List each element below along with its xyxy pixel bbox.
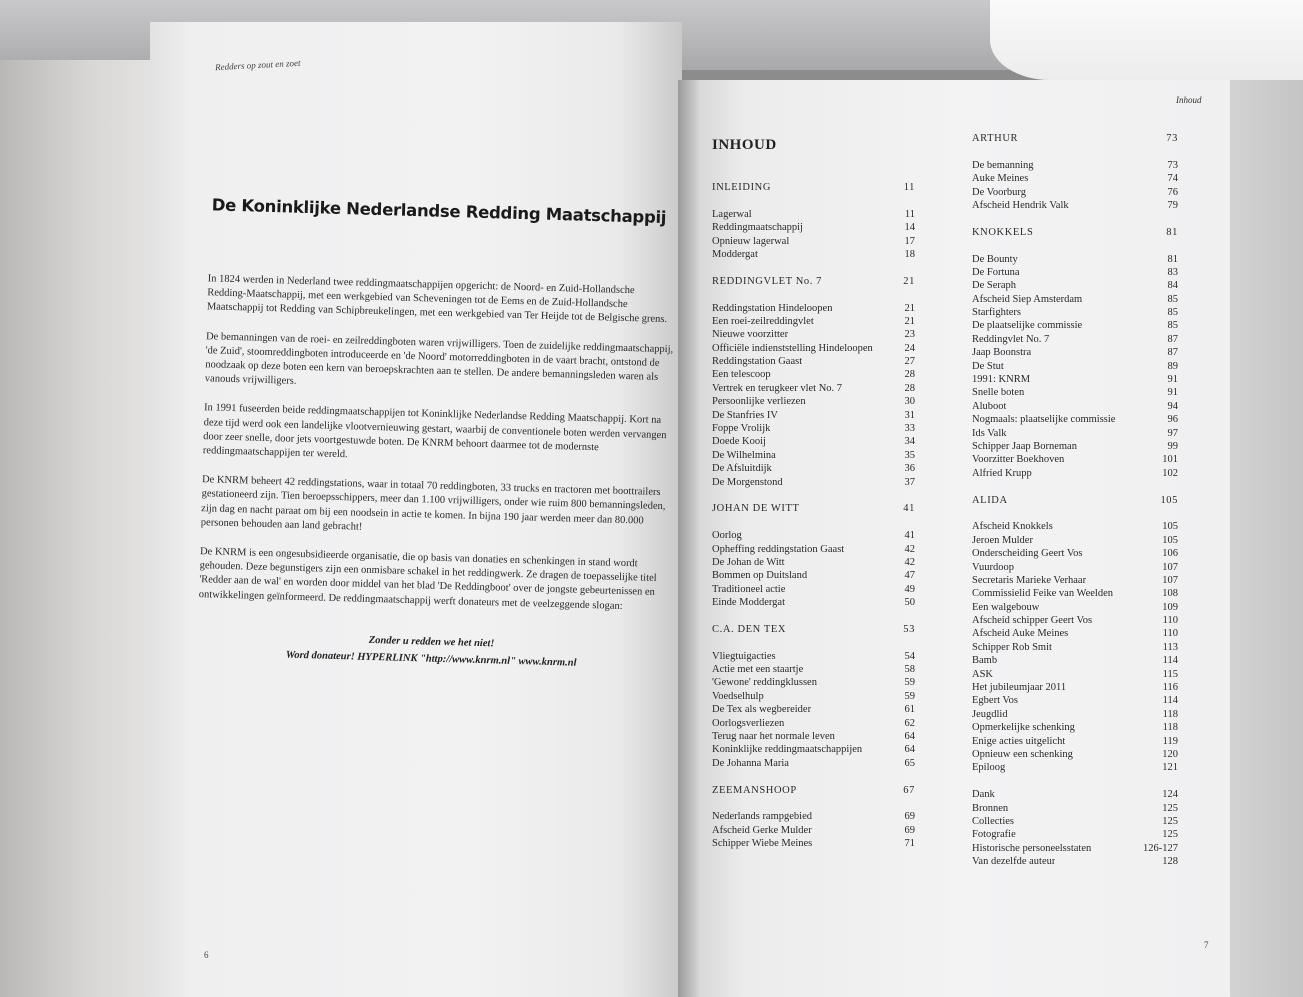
paragraph: In 1991 fuseerden beide reddingmaatschappijen tot Koninklijke Nederlandse Redding Maatschappij. Kort na deze tijd werd ook een landelijke vlootvernieuwing gestart, waarbij de conventionele boten werden vervangen door zeer snelle, door jets voortgestuwde boten. De KNRM behoort daarmee tot de modernste reddingmaatschappijen ter wereld. bbox=[202, 402, 667, 461]
toc-entry-title: De Fortuna bbox=[972, 266, 1020, 278]
toc-entry bbox=[712, 650, 915, 663]
toc-entry bbox=[972, 199, 1178, 212]
toc-section-title: KNOKKELS bbox=[972, 226, 1034, 238]
toc-entry-title: Commissielid Feike van Weelden bbox=[972, 588, 1113, 600]
toc-entry-title: De Stanfries IV bbox=[712, 409, 778, 421]
toc-entry-page: 41 bbox=[904, 530, 915, 542]
page-number-left: 6 bbox=[204, 950, 209, 960]
toc-entry-page: 102 bbox=[1162, 467, 1178, 479]
toc-entry bbox=[972, 360, 1178, 373]
toc-entry bbox=[972, 561, 1178, 574]
slogan: Zonder u redden we het niet! bbox=[368, 634, 495, 650]
toc-entry-title: Doede Kooij bbox=[712, 436, 766, 448]
toc-entry bbox=[972, 534, 1178, 547]
toc-entry bbox=[712, 422, 915, 435]
toc-entry-page: 87 bbox=[1167, 347, 1178, 359]
toc-entry bbox=[972, 788, 1178, 801]
toc-entry bbox=[712, 328, 915, 341]
toc-entry-page: 91 bbox=[1167, 387, 1178, 399]
toc-entry-title: De Seraph bbox=[972, 280, 1017, 292]
toc-entry-page: 94 bbox=[1167, 400, 1178, 412]
toc-entry-title: Collecties bbox=[972, 815, 1014, 827]
toc-entry bbox=[972, 467, 1178, 480]
toc-group bbox=[972, 494, 1178, 775]
toc-entry bbox=[972, 400, 1178, 413]
toc-entry-title: Schipper Jaap Borneman bbox=[972, 440, 1077, 452]
toc-entry-title: Onderscheiding Geert Vos bbox=[972, 548, 1083, 560]
toc-section-page: 105 bbox=[1160, 494, 1178, 506]
toc-entry-page: 121 bbox=[1162, 762, 1178, 774]
toc-entry bbox=[712, 235, 915, 248]
toc-entry-title: Vuurdoop bbox=[972, 561, 1014, 573]
toc-entry-page: 118 bbox=[1162, 708, 1178, 720]
toc-entry-title: De plaatselijke commissie bbox=[972, 320, 1083, 332]
toc-entry-title: Afscheid Auke Meines bbox=[972, 628, 1069, 640]
toc-group bbox=[712, 502, 915, 609]
toc-entry-title: Koninklijke reddingmaatschappijen bbox=[712, 744, 863, 756]
toc-group bbox=[972, 788, 1178, 868]
toc-entry bbox=[972, 708, 1178, 721]
toc-entry-page: 24 bbox=[904, 342, 915, 354]
toc-entry-page: 114 bbox=[1162, 695, 1178, 707]
toc-entry-title: De Bounty bbox=[972, 253, 1018, 265]
toc-entry-title: Afscheid Hendrik Valk bbox=[972, 199, 1069, 211]
toc-entry-title: Dank bbox=[972, 789, 995, 801]
toc-entry-title: Aluboot bbox=[972, 400, 1007, 412]
toc-entry-title: De Afsluitdijk bbox=[712, 463, 772, 475]
toc-entry bbox=[972, 306, 1178, 319]
toc-entry-title: Jeugdlid bbox=[972, 708, 1008, 720]
towel-background bbox=[990, 0, 1303, 80]
toc-entry bbox=[972, 654, 1178, 667]
toc-entry-page: 69 bbox=[904, 811, 915, 823]
toc-entry bbox=[972, 802, 1178, 815]
toc-entry bbox=[712, 248, 915, 261]
toc-entry-page: 21 bbox=[904, 315, 915, 327]
toc-entry-title: Afscheid Gerke Mulder bbox=[712, 824, 812, 836]
running-head-left: Redders op zout en zoet bbox=[214, 57, 301, 73]
toc-entry-page: 120 bbox=[1162, 748, 1178, 760]
toc-entry-page: 73 bbox=[1167, 159, 1178, 171]
toc-entry-title: 1991: KNRM bbox=[972, 374, 1031, 386]
toc-section-title: ZEEMANSHOOP bbox=[712, 784, 797, 796]
toc-entry-title: Traditioneel actie bbox=[712, 583, 786, 595]
toc-entry-title: Nogmaals: plaatselijke commissie bbox=[972, 414, 1116, 426]
toc-group bbox=[712, 623, 915, 770]
toc-entry bbox=[712, 583, 915, 596]
toc-entry bbox=[712, 717, 915, 730]
toc-entry bbox=[712, 824, 915, 837]
toc-entry-page: 59 bbox=[904, 677, 915, 689]
toc-entry-page: 79 bbox=[1167, 199, 1178, 211]
toc-entry-title: Historische personeelsstaten bbox=[972, 842, 1092, 854]
toc-entry-page: 42 bbox=[904, 543, 915, 555]
toc-entry-title: De Wilhelmina bbox=[712, 449, 776, 461]
toc-entry-page: 37 bbox=[904, 476, 915, 488]
toc-entry-title: De Johanna Maria bbox=[712, 757, 789, 769]
toc-entry bbox=[972, 427, 1178, 440]
toc-entry-page: 18 bbox=[904, 248, 915, 260]
toc-column-left bbox=[712, 181, 915, 864]
toc-group bbox=[712, 784, 915, 851]
toc-entry-title: Oorlogsverliezen bbox=[712, 717, 785, 729]
toc-entry-page: 33 bbox=[904, 423, 915, 435]
toc-entry bbox=[712, 529, 915, 542]
toc-entry-title: Voorzitter Boekhoven bbox=[972, 454, 1065, 466]
toc-entry-page: 11 bbox=[904, 208, 915, 220]
toc-entry-title: Opnieuw lagerwal bbox=[712, 235, 790, 247]
left-page-content bbox=[187, 195, 680, 671]
toc-entry-page: 124 bbox=[1162, 789, 1178, 801]
toc-entry bbox=[972, 186, 1178, 199]
toc-entry-page: 69 bbox=[904, 824, 915, 836]
toc-entry-title: De Tex als wegbereider bbox=[712, 704, 812, 716]
toc-title: INHOUD bbox=[712, 137, 777, 153]
toc-entry bbox=[712, 743, 915, 756]
toc-entry-page: 62 bbox=[904, 717, 915, 729]
toc-entry-page: 125 bbox=[1162, 802, 1178, 814]
toc-entry bbox=[712, 368, 915, 381]
background-left bbox=[0, 60, 150, 997]
toc-entry-title: Jaap Boonstra bbox=[972, 347, 1032, 359]
toc-entry bbox=[972, 319, 1178, 332]
toc-entry-page: 113 bbox=[1162, 641, 1178, 653]
toc-entry-page: 91 bbox=[1167, 374, 1178, 386]
toc-section-page: 67 bbox=[903, 784, 915, 796]
toc-entry-title: Jeroen Mulder bbox=[972, 534, 1033, 546]
toc-entry-title: Een telescoop bbox=[712, 369, 771, 381]
toc-entry-page: 110 bbox=[1162, 615, 1178, 627]
toc-entry bbox=[972, 293, 1178, 306]
toc-entry-page: 85 bbox=[1167, 320, 1178, 332]
toc-section-page: 81 bbox=[1166, 226, 1178, 238]
toc-entry-page: 76 bbox=[1167, 186, 1178, 198]
toc-entry-title: De Johan de Witt bbox=[712, 556, 785, 568]
toc-entry-title: De Morgenstond bbox=[712, 476, 783, 488]
toc-entry-page: 84 bbox=[1167, 280, 1178, 292]
toc-entry-page: 125 bbox=[1162, 829, 1178, 841]
toc-entry-page: 128 bbox=[1162, 856, 1178, 868]
toc-entry-page: 36 bbox=[904, 463, 915, 475]
toc-entry-title: Foppe Vrolijk bbox=[712, 423, 771, 435]
toc-entry bbox=[972, 547, 1178, 560]
toc-entry-title: De bemanning bbox=[972, 159, 1034, 171]
toc-entry-title: Moddergat bbox=[712, 248, 758, 260]
toc-entry-page: 35 bbox=[904, 449, 915, 461]
toc-entry bbox=[972, 721, 1178, 734]
toc-entry-page: 49 bbox=[904, 583, 915, 595]
toc-entry-page: 81 bbox=[1167, 253, 1178, 265]
toc-entry-title: Nieuwe voorzitter bbox=[712, 329, 789, 341]
toc-entry-title: Reddingvlet No. 7 bbox=[972, 333, 1050, 345]
toc-entry-page: 28 bbox=[904, 382, 915, 394]
toc-entry-page: 96 bbox=[1167, 414, 1178, 426]
toc-entry-title: Vertrek en terugkeer vlet No. 7 bbox=[712, 382, 843, 394]
toc-entry bbox=[712, 315, 915, 328]
toc-entry-title: Egbert Vos bbox=[972, 695, 1018, 707]
toc-entry-title: Persoonlijke verliezen bbox=[712, 396, 806, 408]
toc-entry-page: 109 bbox=[1162, 601, 1178, 613]
toc-entry-title: Alfried Krupp bbox=[972, 467, 1032, 479]
toc-entry-title: Auke Meines bbox=[972, 173, 1029, 185]
paragraph: De bemanningen van de roei- en zeilreddingboten waren vrijwilligers. Toen de zuidelijke reddingmaatschappij, 'de Zuid', stoomreddingboten introduceerde en 'de Noord' motorreddingboten in de vaart bracht, ontstond de noodzaak op deze boten een kern van beroepskrachten aan te stellen. De andere bemanningsleden waren als vanouds vrijwilligers. bbox=[204, 330, 674, 387]
toc-entry-title: Vliegtuigacties bbox=[712, 650, 776, 662]
toc-entry bbox=[972, 761, 1178, 774]
toc-entry bbox=[712, 837, 915, 850]
toc-entry bbox=[712, 435, 915, 448]
toc-entry-page: 71 bbox=[904, 838, 915, 850]
toc-entry-title: 'Gewone' reddingklussen bbox=[712, 677, 817, 689]
toc-entry bbox=[972, 172, 1178, 185]
toc-entry bbox=[972, 346, 1178, 359]
toc-entry-page: 61 bbox=[904, 704, 915, 716]
toc-entry bbox=[712, 449, 915, 462]
toc-entry-page: 34 bbox=[904, 436, 915, 448]
toc-entry bbox=[712, 476, 915, 489]
toc-entry bbox=[712, 395, 915, 408]
toc-entry-page: 87 bbox=[1167, 333, 1178, 345]
paragraph: De KNRM beheert 42 reddingstations, waar in totaal 70 reddingboten, 33 trucks en tractoren met boottrailers gestationeerd zijn. Tien beroepsschippers, meer dan 1.100 vrijwilligers, onder wie ruim 800 bemanningsleden, zijn dag en nacht paraat om bij een noodsein in actie te komen. In bijna 190 jaar werden meer dan 80.000 personen behouden aan land gebracht! bbox=[200, 474, 666, 533]
toc-entry bbox=[972, 614, 1178, 627]
toc-entry bbox=[972, 694, 1178, 707]
toc-entry-page: 108 bbox=[1162, 588, 1178, 600]
toc-entry-title: Bronnen bbox=[972, 802, 1009, 814]
running-head-right: Inhoud bbox=[1176, 95, 1202, 105]
toc-entry bbox=[712, 382, 915, 395]
toc-entry-title: Reddingstation Hindeloopen bbox=[712, 302, 833, 314]
toc-entry-page: 50 bbox=[904, 597, 915, 609]
toc-entry bbox=[712, 409, 915, 422]
toc-entry-page: 97 bbox=[1167, 427, 1178, 439]
toc-entry bbox=[972, 842, 1178, 855]
toc-section-title: C.A. DEN TEX bbox=[712, 623, 787, 635]
toc-entry bbox=[972, 627, 1178, 640]
toc-entry-page: 74 bbox=[1167, 173, 1178, 185]
toc-entry bbox=[972, 828, 1178, 841]
toc-entry-page: 107 bbox=[1162, 574, 1178, 586]
toc-entry bbox=[712, 221, 915, 234]
toc-entry bbox=[972, 641, 1178, 654]
toc-entry-title: Epiloog bbox=[972, 762, 1006, 774]
toc-entry bbox=[712, 730, 915, 743]
toc-entry-title: Een walgebouw bbox=[972, 601, 1040, 613]
toc-entry-page: 85 bbox=[1167, 293, 1178, 305]
toc-entry-page: 27 bbox=[904, 356, 915, 368]
toc-section-title: INLEIDING bbox=[712, 182, 772, 193]
toc-entry-page: 85 bbox=[1167, 307, 1178, 319]
toc-group bbox=[972, 226, 1178, 480]
toc-entry bbox=[712, 462, 915, 475]
toc-group bbox=[712, 275, 915, 489]
toc-entry-page: 28 bbox=[904, 369, 915, 381]
toc-section-page: 41 bbox=[903, 503, 915, 515]
toc-entry-title: Schipper Wiebe Meines bbox=[712, 838, 813, 850]
toc-entry bbox=[972, 520, 1178, 533]
toc-entry-title: ASK bbox=[972, 668, 994, 680]
toc-entry-title: Het jubileumjaar 2011 bbox=[972, 682, 1067, 694]
toc-entry bbox=[972, 253, 1178, 266]
toc-entry bbox=[972, 333, 1178, 346]
toc-entry-page: 30 bbox=[904, 396, 915, 408]
page-number-right: 7 bbox=[1204, 940, 1209, 950]
toc-entry-title: Een roei-zeilreddingvlet bbox=[712, 315, 814, 327]
toc-group bbox=[972, 132, 1178, 212]
toc-entry-page: 23 bbox=[904, 329, 915, 341]
toc-entry bbox=[712, 810, 915, 823]
toc-entry bbox=[712, 703, 915, 716]
toc-entry bbox=[712, 596, 915, 609]
toc-entry-page: 110 bbox=[1162, 628, 1178, 640]
toc-section-heading bbox=[712, 275, 915, 288]
toc-entry-title: Snelle boten bbox=[972, 387, 1025, 399]
toc-entry-title: Bommen op Duitsland bbox=[712, 570, 808, 582]
toc-entry bbox=[712, 663, 915, 676]
toc-entry-title: Enige acties uitgelicht bbox=[972, 735, 1066, 747]
toc-entry bbox=[712, 302, 915, 315]
toc-entry bbox=[712, 355, 915, 368]
toc-entry-title: Voedselhulp bbox=[712, 690, 764, 702]
toc-entry-page: 47 bbox=[904, 570, 915, 582]
toc-entry bbox=[972, 266, 1178, 279]
toc-entry bbox=[712, 690, 915, 703]
toc-entry-title: Oorlog bbox=[712, 530, 742, 542]
toc-entry-title: Schipper Rob Smit bbox=[972, 641, 1052, 653]
toc-entry-page: 115 bbox=[1162, 668, 1178, 680]
toc-entry-title: Ids Valk bbox=[972, 427, 1007, 439]
toc-entry-title: Van dezelfde auteur bbox=[972, 856, 1056, 868]
toc-entry-page: 58 bbox=[904, 664, 915, 676]
toc-entry bbox=[712, 342, 915, 355]
toc-section-page: 73 bbox=[1166, 133, 1178, 144]
toc-entry-title: Afscheid schipper Geert Vos bbox=[972, 615, 1093, 627]
toc-entry-page: 54 bbox=[904, 650, 915, 662]
toc-entry-title: Afscheid Siep Amsterdam bbox=[972, 293, 1083, 305]
toc-entry-page: 89 bbox=[1167, 360, 1178, 372]
toc-entry-title: Actie met een staartje bbox=[712, 664, 804, 676]
toc-entry-title: Terug naar het normale leven bbox=[712, 731, 835, 743]
toc-entry bbox=[972, 735, 1178, 748]
toc-entry-page: 119 bbox=[1162, 735, 1178, 747]
toc-entry-page: 83 bbox=[1167, 266, 1178, 278]
toc-entry-title: Opheffing reddingstation Gaast bbox=[712, 543, 845, 555]
toc-section-title: JOHAN DE WITT bbox=[712, 503, 800, 515]
toc-entry-page: 64 bbox=[904, 744, 915, 756]
toc-column-right bbox=[972, 132, 1178, 882]
toc-entry bbox=[972, 587, 1178, 600]
toc-section-heading bbox=[972, 226, 1178, 239]
toc-entry-title: Opmerkelijke schenking bbox=[972, 722, 1075, 734]
toc-entry bbox=[712, 208, 915, 221]
toc-entry-page: 64 bbox=[904, 731, 915, 743]
toc-entry bbox=[712, 676, 915, 689]
toc-section-title: REDDINGVLET No. 7 bbox=[712, 275, 823, 287]
toc-entry bbox=[972, 453, 1178, 466]
toc-entry bbox=[972, 748, 1178, 761]
paragraph: In 1824 werden in Nederland twee reddingmaatschappijen opgericht: de Noord- en Zuid-Hollandsche Redding-Maatschappij, met een werkgebied van Scheveningen tot de Eems en de Zuid-Hollandsche Maatschappij tot Redding van Schipbreukelingen, met een werkgebied van Ter Heijde tot de Belgische grens. bbox=[206, 273, 668, 326]
toc-entry bbox=[972, 413, 1178, 426]
toc-entry-title: Opnieuw een schenking bbox=[972, 748, 1073, 760]
toc-entry-title: Starfighters bbox=[972, 307, 1021, 319]
toc-entry-title: Secretaris Marieke Verhaar bbox=[972, 574, 1087, 586]
toc-entry-title: Reddingmaatschappij bbox=[712, 222, 803, 234]
toc-entry bbox=[972, 815, 1178, 828]
toc-section-heading bbox=[712, 784, 915, 797]
toc-entry-page: 125 bbox=[1162, 815, 1178, 827]
toc-entry-title: Lagerwal bbox=[712, 208, 752, 220]
slogan-hyperlink-line: Word donateur! HYPERLINK "http://www.knrm.nl" www.knrm.nl bbox=[285, 649, 577, 669]
toc-entry-page: 126-127 bbox=[1143, 842, 1178, 854]
toc-section-title: ALIDA bbox=[972, 494, 1008, 506]
toc-entry-page: 99 bbox=[1167, 440, 1178, 452]
toc-entry bbox=[972, 668, 1178, 681]
toc-entry-page: 42 bbox=[904, 556, 915, 568]
toc-entry bbox=[972, 681, 1178, 694]
toc-section-heading bbox=[712, 502, 915, 515]
toc-entry-page: 105 bbox=[1162, 534, 1178, 546]
toc-entry bbox=[972, 855, 1178, 868]
toc-section-heading bbox=[712, 181, 915, 194]
toc-entry bbox=[712, 757, 915, 770]
toc-section-heading bbox=[712, 623, 915, 636]
toc-entry-title: Afscheid Knokkels bbox=[972, 521, 1053, 533]
toc-entry bbox=[712, 543, 915, 556]
page-title: De Koninklijke Nederlandse Redding Maatschappij bbox=[211, 195, 667, 228]
toc-entry-title: Reddingstation Gaast bbox=[712, 356, 803, 368]
toc-entry-page: 14 bbox=[904, 222, 915, 234]
toc-entry-title: De Voorburg bbox=[972, 186, 1026, 198]
toc-entry bbox=[972, 440, 1178, 453]
toc-entry-page: 107 bbox=[1162, 561, 1178, 573]
toc-entry bbox=[712, 569, 915, 582]
toc-entry-page: 31 bbox=[904, 409, 915, 421]
toc-entry-title: Nederlands rampgebied bbox=[712, 811, 813, 823]
toc-entry bbox=[972, 279, 1178, 292]
toc-entry bbox=[972, 386, 1178, 399]
toc-entry-page: 105 bbox=[1162, 521, 1178, 533]
body-text bbox=[189, 272, 678, 615]
toc-group bbox=[712, 181, 915, 261]
toc-entry bbox=[972, 601, 1178, 614]
toc-entry-page: 21 bbox=[904, 302, 915, 314]
toc-entry bbox=[972, 574, 1178, 587]
toc-entry-page: 101 bbox=[1162, 454, 1178, 466]
paragraph: De KNRM is een ongesubsidieerde organisatie, die op basis van donaties en schenkingen in stand wordt gehouden. Deze begunstigers zijn een onmisbare schakel in het reddingwerk. Ze dragen de toepasselijke titel 'Redder aan de wal' en worden door middel van het blad 'De Reddingboot' over de jongste gebeurtenissen en ontwikkelingen geïnformeerd. De reddingmaatschappij werft donateurs met de veelzeggende slogan: bbox=[198, 546, 657, 612]
toc-entry bbox=[972, 159, 1178, 172]
toc-entry-title: Einde Moddergat bbox=[712, 597, 785, 609]
toc-section-heading bbox=[972, 494, 1178, 507]
toc-entry-page: 106 bbox=[1162, 548, 1178, 560]
toc-entry-title: Officiële indienststelling Hindeloopen bbox=[712, 342, 873, 354]
toc-section-page: 53 bbox=[903, 623, 915, 635]
toc-entry bbox=[712, 556, 915, 569]
toc-section-page: 11 bbox=[903, 182, 915, 193]
toc-section-page: 21 bbox=[903, 275, 915, 287]
toc-entry-title: De Stut bbox=[972, 360, 1004, 372]
toc-section-heading bbox=[972, 132, 1178, 145]
toc-section-title: ARTHUR bbox=[972, 133, 1019, 144]
toc-entry-page: 59 bbox=[904, 690, 915, 702]
toc-entry-page: 114 bbox=[1162, 655, 1178, 667]
toc-entry-page: 65 bbox=[904, 757, 915, 769]
toc-entry bbox=[972, 373, 1178, 386]
toc-entry-title: Bamb bbox=[972, 655, 998, 667]
toc-entry-page: 116 bbox=[1162, 682, 1178, 694]
toc-entry-page: 118 bbox=[1162, 722, 1178, 734]
toc-entry-page: 17 bbox=[904, 235, 915, 247]
background-right bbox=[1230, 0, 1303, 997]
toc-entry-title: Fotografie bbox=[972, 829, 1016, 841]
